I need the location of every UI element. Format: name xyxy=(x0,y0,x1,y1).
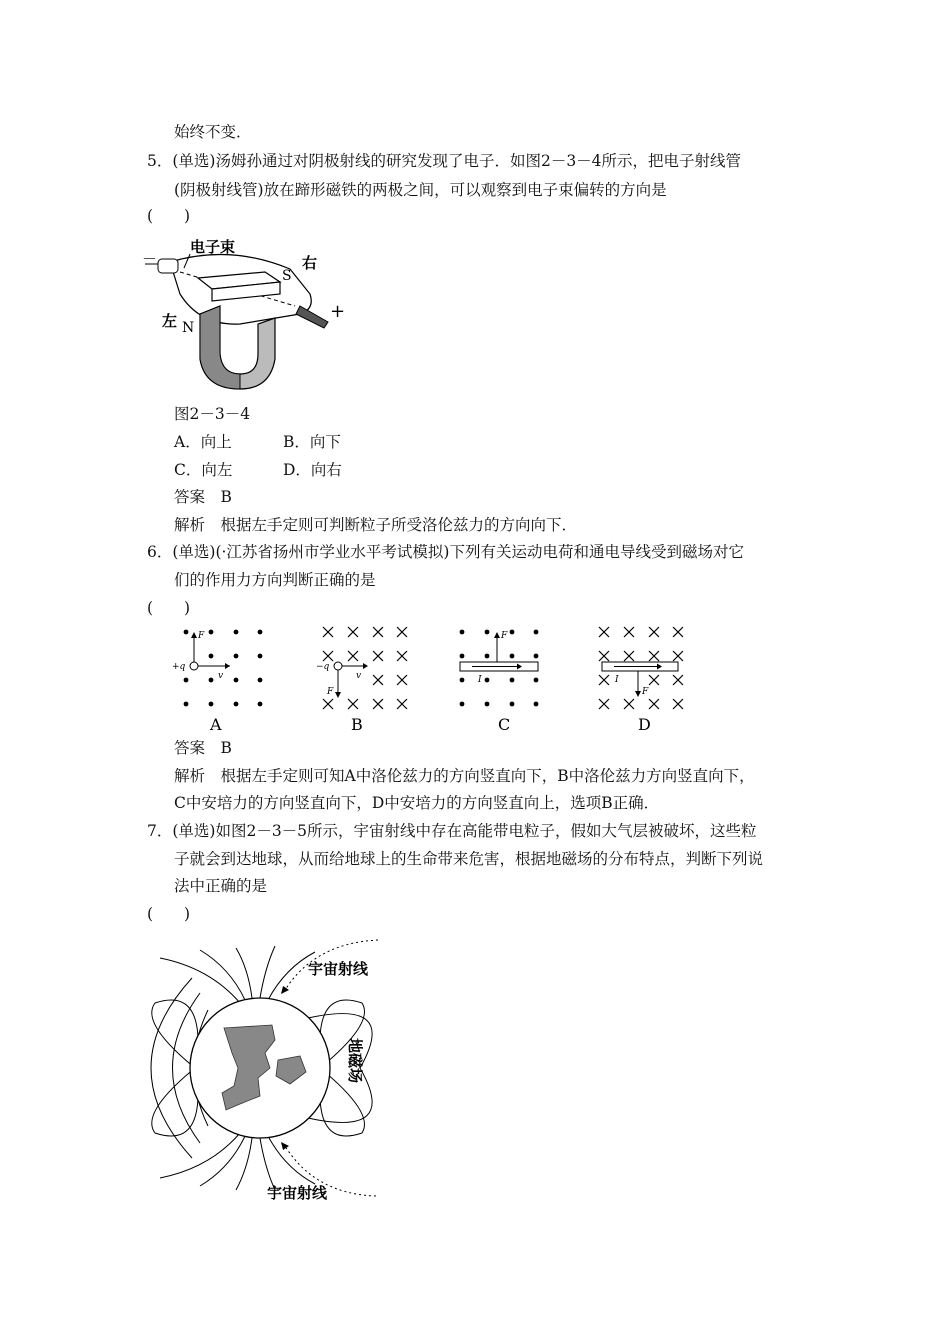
panel-b-letter: B xyxy=(351,715,363,734)
left-label: 左 xyxy=(162,312,178,330)
plus-terminal-label: + xyxy=(330,301,346,322)
q6-panel-c xyxy=(450,622,560,734)
cosmic-ray-label-top: 宇宙射线 xyxy=(308,960,369,978)
q6-answer: 答案 B xyxy=(174,739,232,757)
cosmic-ray-label-bottom: 宇宙射线 xyxy=(267,1184,328,1202)
cathode-ray-tube-figure xyxy=(140,234,360,394)
panel-a-force-label: F xyxy=(198,631,205,641)
panel-c-current-label: I xyxy=(478,675,482,685)
q7-answer-bracket: ( ) xyxy=(147,905,191,923)
panel-b-force-label: F xyxy=(327,687,334,697)
q6-stem-line1: 6．(单选)(·江苏省扬州市学业水平考试模拟)下列有关运动电荷和通电导线受到磁场对它 xyxy=(147,543,744,561)
q7-stem-line1: 7．(单选)如图2－3－5所示，宇宙射线中存在高能带电粒子，假如大气层被破坏，这些粒 xyxy=(147,822,757,840)
panel-c-letter: C xyxy=(498,715,511,734)
q6-answer-bracket: ( ) xyxy=(147,599,191,617)
panel-a-charge-label: +q xyxy=(172,662,186,672)
panel-d-letter: D xyxy=(638,715,651,734)
q4-tail-text: 始终不变． xyxy=(174,123,252,141)
q5-option-b: B．向下 xyxy=(283,433,341,451)
n-pole-label: N xyxy=(182,320,195,336)
q7-stem-line3: 法中正确的是 xyxy=(174,877,268,895)
q5-option-d: D．向右 xyxy=(283,461,342,479)
panel-d-current-label: I xyxy=(615,675,619,685)
q7-stem-line2: 子就会到达地球，从而给地球上的生命带来危害，根据地磁场的分布特点，判断下列说 xyxy=(174,850,764,868)
q6-panel-d xyxy=(590,622,700,734)
panel-c-force-label: F xyxy=(501,631,508,641)
geomagnetic-field-label: 地磁场 xyxy=(346,1038,364,1084)
q5-stem-line2: (阴极射线管)放在蹄形磁铁的两极之间，可以观察到电子束偏转的方向是 xyxy=(174,181,667,199)
q6-panel-a xyxy=(168,622,278,734)
minus-terminal-label: － xyxy=(142,250,158,268)
panel-a-letter: A xyxy=(210,715,222,734)
q5-stem-line1: 5．(单选)汤姆孙通过对阴极射线的研究发现了电子．如图2－3－4所示，把电子射线管 xyxy=(147,152,742,170)
q6-stem-line2: 们的作用力方向判断正确的是 xyxy=(174,571,376,589)
q5-analysis: 解析 根据左手定则可判断粒子所受洛伦兹力的方向向下． xyxy=(174,516,578,534)
right-label: 右 xyxy=(302,254,318,272)
q6-analysis-line2: C中安培力的方向竖直向下，D中安培力的方向竖直向上，选项B正确． xyxy=(174,794,660,812)
beam-label: 电子束 xyxy=(190,238,236,256)
s-pole-label: S xyxy=(282,268,292,284)
q5-answer-bracket: ( ) xyxy=(147,207,191,225)
q5-option-a: A．向上 xyxy=(174,433,232,451)
panel-d-force-label: F xyxy=(642,687,649,697)
earth-magnetic-field-figure xyxy=(140,928,400,1218)
q5-answer: 答案 B xyxy=(174,488,232,506)
figure-caption-2-3-4: 图2－3－4 xyxy=(174,405,251,423)
q6-panel-b xyxy=(310,622,420,734)
panel-a-velocity-label: v xyxy=(218,671,224,681)
panel-b-velocity-label: v xyxy=(356,671,362,681)
q5-option-c: C．向左 xyxy=(174,461,233,479)
panel-b-charge-label: −q xyxy=(316,662,330,672)
q6-analysis-line1: 解析 根据左手定则可知A中洛伦兹力的方向竖直向下，B中洛伦兹力方向竖直向下， xyxy=(174,767,755,785)
